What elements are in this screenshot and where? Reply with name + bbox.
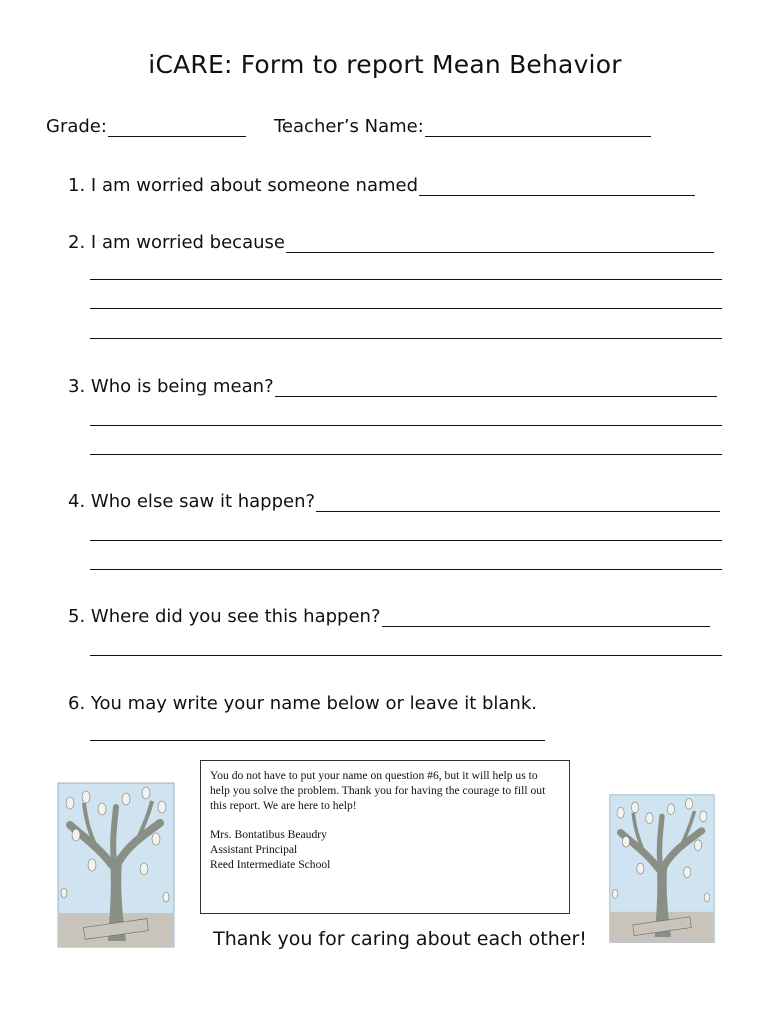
question-6 bbox=[68, 693, 537, 714]
form-title: iCARE: Form to report Mean Behavior bbox=[148, 50, 622, 79]
answer-line[interactable] bbox=[90, 454, 722, 455]
answer-field[interactable] bbox=[286, 234, 714, 253]
question-number: 2. bbox=[68, 232, 86, 253]
answer-line[interactable] bbox=[90, 655, 722, 656]
answer-field[interactable] bbox=[316, 493, 720, 512]
question-2 bbox=[68, 232, 714, 253]
signature-school: Reed Intermediate School bbox=[210, 858, 331, 871]
question-1 bbox=[68, 175, 695, 196]
note-message: You do not have to put your name on question #6, but it will help us to help you solve the problem. Thank you for having the courage to fill out this report. We are here to help! bbox=[210, 769, 546, 812]
answer-field[interactable] bbox=[419, 177, 695, 196]
question-text: Who is being mean? bbox=[90, 376, 274, 397]
answer-line[interactable] bbox=[90, 569, 722, 570]
signature-title: Assistant Principal bbox=[210, 843, 298, 856]
question-text: You may write your name below or leave it blank. bbox=[90, 693, 537, 714]
question-number: 1. bbox=[68, 175, 86, 196]
teacher-label: Teacher’s Name: bbox=[274, 116, 424, 137]
question-3 bbox=[68, 376, 717, 397]
question-4 bbox=[68, 491, 720, 512]
answer-field[interactable] bbox=[382, 608, 710, 627]
answer-line[interactable] bbox=[90, 279, 722, 280]
grade-label: Grade: bbox=[46, 116, 107, 137]
signature-name: Mrs. Bontatibus Beaudry bbox=[210, 828, 327, 841]
teacher-row bbox=[274, 116, 651, 137]
grade-row bbox=[46, 116, 246, 137]
answer-line[interactable] bbox=[90, 338, 722, 339]
question-text: I am worried because bbox=[90, 232, 285, 253]
note-box bbox=[200, 760, 570, 914]
question-number: 3. bbox=[68, 376, 86, 397]
student-name-field[interactable] bbox=[90, 740, 545, 741]
answer-line[interactable] bbox=[90, 540, 722, 541]
character-tree-logo-left bbox=[56, 773, 176, 949]
question-number: 6. bbox=[68, 693, 86, 714]
answer-field[interactable] bbox=[275, 378, 717, 397]
answer-line[interactable] bbox=[90, 425, 722, 426]
thank-you-message: Thank you for caring about each other! bbox=[213, 928, 587, 950]
question-number: 4. bbox=[68, 491, 86, 512]
character-tree-logo-right bbox=[608, 785, 716, 945]
teacher-name-field[interactable] bbox=[425, 118, 651, 137]
question-text: Where did you see this happen? bbox=[90, 606, 381, 627]
answer-line[interactable] bbox=[90, 308, 722, 309]
question-text: Who else saw it happen? bbox=[90, 491, 316, 512]
question-number: 5. bbox=[68, 606, 86, 627]
grade-field[interactable] bbox=[108, 118, 246, 137]
question-5 bbox=[68, 606, 710, 627]
question-text: I am worried about someone named bbox=[90, 175, 419, 196]
